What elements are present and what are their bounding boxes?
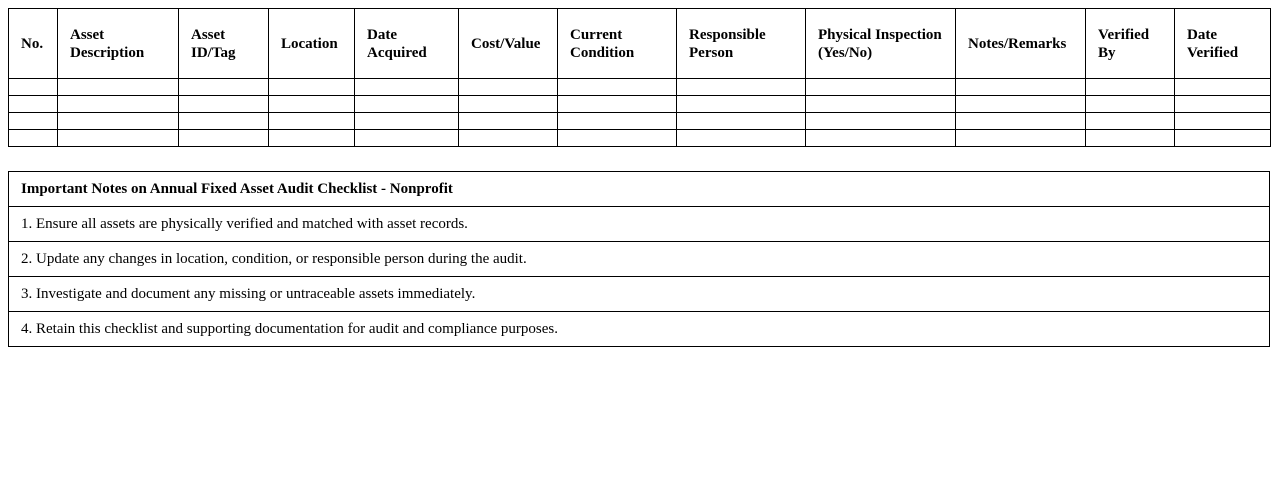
table-row: [9, 96, 1271, 113]
note-row: [9, 242, 1270, 277]
table-row: [9, 79, 1271, 96]
table-cell: [459, 130, 558, 147]
table-cell: [179, 96, 269, 113]
table-cell: [179, 130, 269, 147]
table-cell: [558, 79, 677, 96]
table-cell: [269, 79, 355, 96]
column-header-cost-value: Cost/Value: [459, 9, 558, 79]
table-cell: [1086, 130, 1175, 147]
note-item: 4. Retain this checklist and supporting documentation for audit and compliance purposes.: [9, 312, 1270, 347]
table-row: [9, 130, 1271, 147]
note-row: [9, 277, 1270, 312]
asset-audit-table: [8, 8, 1271, 147]
column-header-date-verified: Date Verified: [1175, 9, 1271, 79]
table-cell: [1175, 130, 1271, 147]
table-cell: [677, 79, 806, 96]
notes-title-row: [9, 172, 1270, 207]
table-cell: [58, 96, 179, 113]
document-page: [8, 8, 1270, 347]
column-header-asset-description: Asset Description: [58, 9, 179, 79]
note-item: 2. Update any changes in location, condition, or responsible person during the audit.: [9, 242, 1270, 277]
column-header-responsible-person: Responsible Person: [677, 9, 806, 79]
note-item: 3. Investigate and document any missing or untraceable assets immediately.: [9, 277, 1270, 312]
table-cell: [9, 96, 58, 113]
table-cell: [806, 96, 956, 113]
table-cell: [459, 113, 558, 130]
table-cell: [355, 130, 459, 147]
table-cell: [956, 96, 1086, 113]
table-cell: [179, 79, 269, 96]
column-header-notes-remarks: Notes/Remarks: [956, 9, 1086, 79]
table-cell: [9, 113, 58, 130]
table-cell: [1086, 79, 1175, 96]
table-header-row: [9, 9, 1271, 79]
table-cell: [459, 96, 558, 113]
table-cell: [269, 113, 355, 130]
table-cell: [58, 79, 179, 96]
table-cell: [956, 113, 1086, 130]
table-cell: [58, 113, 179, 130]
column-header-no: No.: [9, 9, 58, 79]
table-cell: [677, 130, 806, 147]
important-notes-table: [8, 171, 1270, 347]
column-header-verified-by: Verified By: [1086, 9, 1175, 79]
column-header-asset-id-tag: Asset ID/Tag: [179, 9, 269, 79]
table-cell: [806, 113, 956, 130]
table-cell: [1086, 113, 1175, 130]
table-cell: [355, 79, 459, 96]
table-row: [9, 113, 1271, 130]
table-cell: [269, 96, 355, 113]
table-cell: [677, 96, 806, 113]
notes-title: Important Notes on Annual Fixed Asset Audit Checklist - Nonprofit: [9, 172, 1270, 207]
column-header-physical-inspection: Physical Inspection (Yes/No): [806, 9, 956, 79]
table-cell: [677, 113, 806, 130]
table-cell: [9, 79, 58, 96]
note-item: 1. Ensure all assets are physically verified and matched with asset records.: [9, 207, 1270, 242]
table-cell: [1175, 96, 1271, 113]
table-cell: [558, 130, 677, 147]
table-cell: [355, 113, 459, 130]
table-cell: [459, 79, 558, 96]
table-cell: [9, 130, 58, 147]
table-cell: [956, 130, 1086, 147]
table-cell: [58, 130, 179, 147]
column-header-current-condition: Current Condition: [558, 9, 677, 79]
note-row: [9, 207, 1270, 242]
table-cell: [269, 130, 355, 147]
table-cell: [956, 79, 1086, 96]
table-cell: [558, 113, 677, 130]
table-cell: [1086, 96, 1175, 113]
table-cell: [558, 96, 677, 113]
column-header-date-acquired: Date Acquired: [355, 9, 459, 79]
table-cell: [1175, 113, 1271, 130]
table-cell: [179, 113, 269, 130]
table-cell: [1175, 79, 1271, 96]
table-cell: [806, 130, 956, 147]
column-header-location: Location: [269, 9, 355, 79]
table-cell: [806, 79, 956, 96]
note-row: [9, 312, 1270, 347]
table-cell: [355, 96, 459, 113]
